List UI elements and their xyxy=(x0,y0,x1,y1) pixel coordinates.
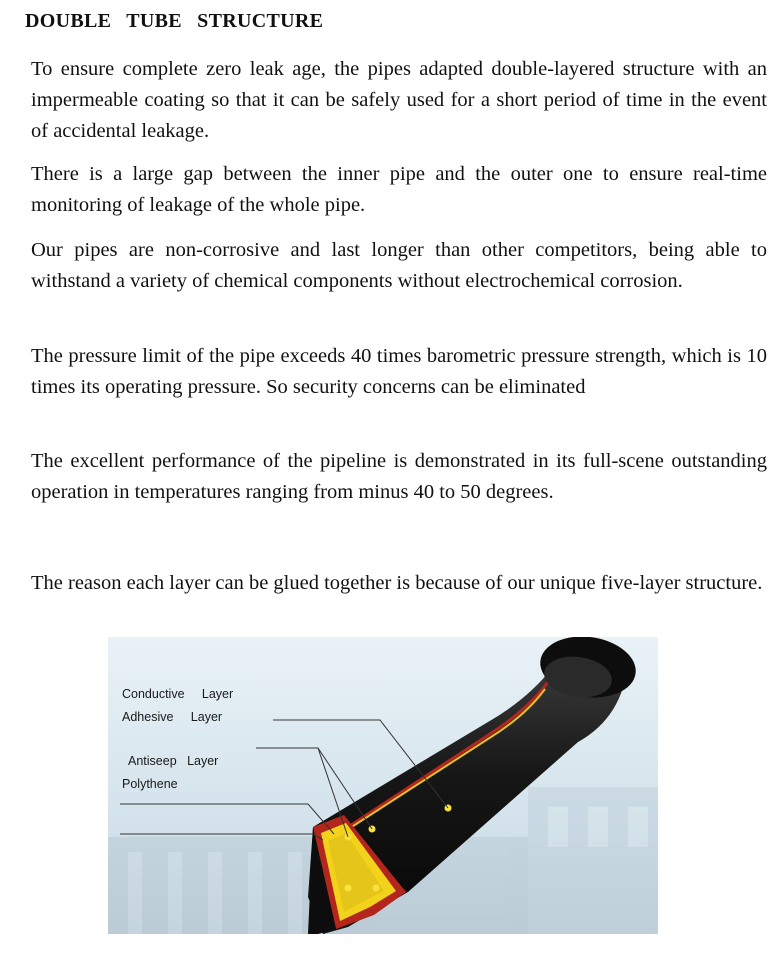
paragraph-five-layer: The reason each layer can be glued together is because of our unique five-layer structure. xyxy=(31,572,763,594)
label-conductive-layer: Conductive Layer xyxy=(122,687,234,701)
pipe-structure-figure xyxy=(108,637,658,934)
label-antiseep-layer: Antiseep Layer xyxy=(128,754,219,768)
paragraph-zero-leakage: To ensure complete zero leak age, the pipes adapted double-layered structure with an impermeable coating so that it can be safely used for a short period of time in the event of accidental leakage. xyxy=(31,58,767,142)
paragraph-pressure-limit: The pressure limit of the pipe exceeds 40 times barometric pressure strength, which is 10 times its operating pressure. So security concerns can be eliminated xyxy=(31,345,767,398)
marker-dot xyxy=(373,885,380,892)
paragraph-non-corrosive: Our pipes are non-corrosive and last longer than other competitors, being able to withstand a variety of chemical components without electrochemical corrosion. xyxy=(31,239,767,292)
paragraph-temperature-range: The excellent performance of the pipeline is demonstrated in its full-scene outstanding operation in temperatures ranging from minus 40 to 50 degrees. xyxy=(31,450,767,503)
section-title: DOUBLE TUBE STRUCTURE xyxy=(25,10,324,32)
pipe-structure-illustration xyxy=(108,637,658,934)
paragraph-gap-monitoring: There is a large gap between the inner pipe and the outer one to ensure real-time monitoring of leakage of the whole pipe. xyxy=(31,163,767,216)
label-adhesive-layer: Adhesive Layer xyxy=(122,710,223,724)
label-polythene: Polythene xyxy=(122,777,178,791)
marker-dot xyxy=(345,885,352,892)
